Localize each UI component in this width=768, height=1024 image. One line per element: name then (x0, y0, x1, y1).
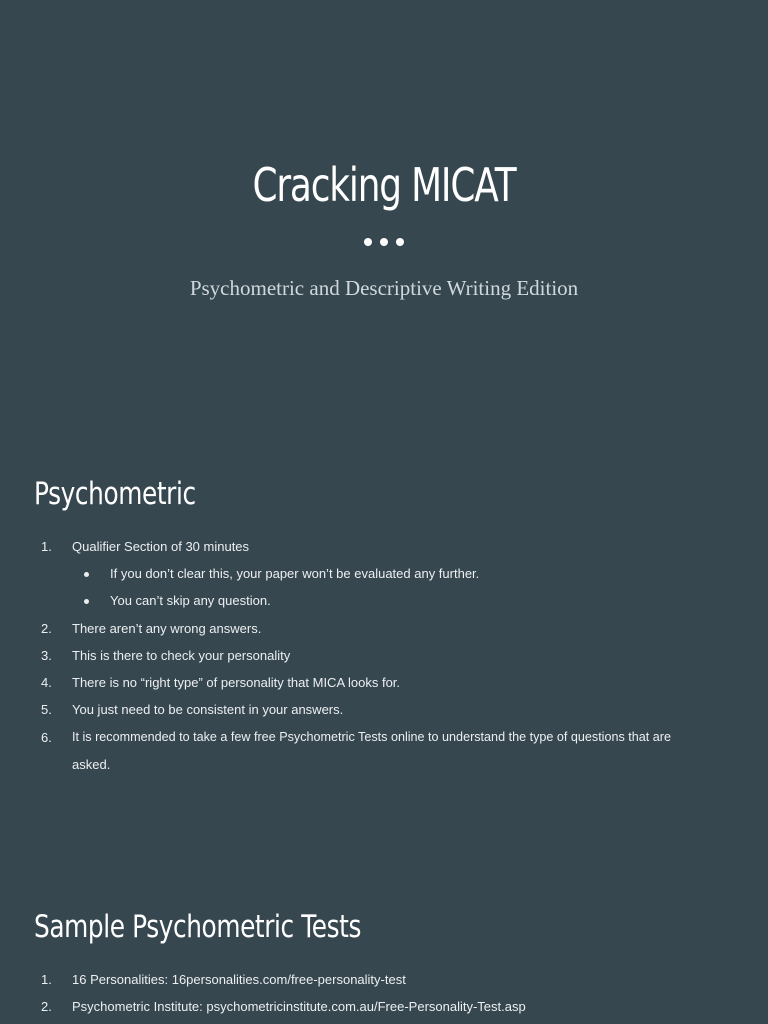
bullet-icon (84, 599, 89, 604)
list-item: There aren’t any wrong answers. (72, 621, 262, 636)
dot-icon (364, 238, 372, 246)
list-item-continuation: asked. (72, 757, 111, 772)
bullet-icon (84, 572, 89, 577)
list-number: 5. (41, 702, 52, 717)
list-number: 2. (41, 621, 52, 636)
sub-list-item: You can’t skip any question. (110, 593, 271, 608)
list-item: It is recommended to take a few free Psychometric Tests online to understand the type of questions that are (72, 730, 671, 744)
section-heading: Psychometric (34, 476, 196, 512)
list-number: 2. (41, 999, 52, 1014)
page-subtitle: Psychometric and Descriptive Writing Edition (189, 276, 579, 300)
list-item: There is no “right type” of personality that MICA looks for. (72, 675, 401, 690)
page-title: Cracking MICAT (252, 158, 516, 212)
list-item: Qualifier Section of 30 minutes (72, 539, 250, 554)
title-slide (0, 0, 768, 420)
dot-icon (396, 238, 404, 246)
dots-divider (0, 238, 768, 246)
list-number: 3. (41, 648, 52, 663)
list-number: 1. (41, 972, 52, 987)
list-item: Psychometric Institute: psychometricinstitute.com.au/Free-Personality-Test.asp (72, 999, 526, 1014)
dot-icon (380, 238, 388, 246)
list-item: 16 Personalities: 16personalities.com/free-personality-test (72, 972, 406, 987)
list-number: 4. (41, 675, 52, 690)
list-item: You just need to be consistent in your answers. (72, 702, 344, 717)
section-heading: Sample Psychometric Tests (34, 909, 362, 945)
list-number: 1. (41, 539, 52, 554)
list-number: 6. (41, 730, 52, 745)
sub-list-item: If you don’t clear this, your paper won’t be evaluated any further. (110, 566, 480, 581)
list-item: This is there to check your personality (72, 648, 291, 663)
